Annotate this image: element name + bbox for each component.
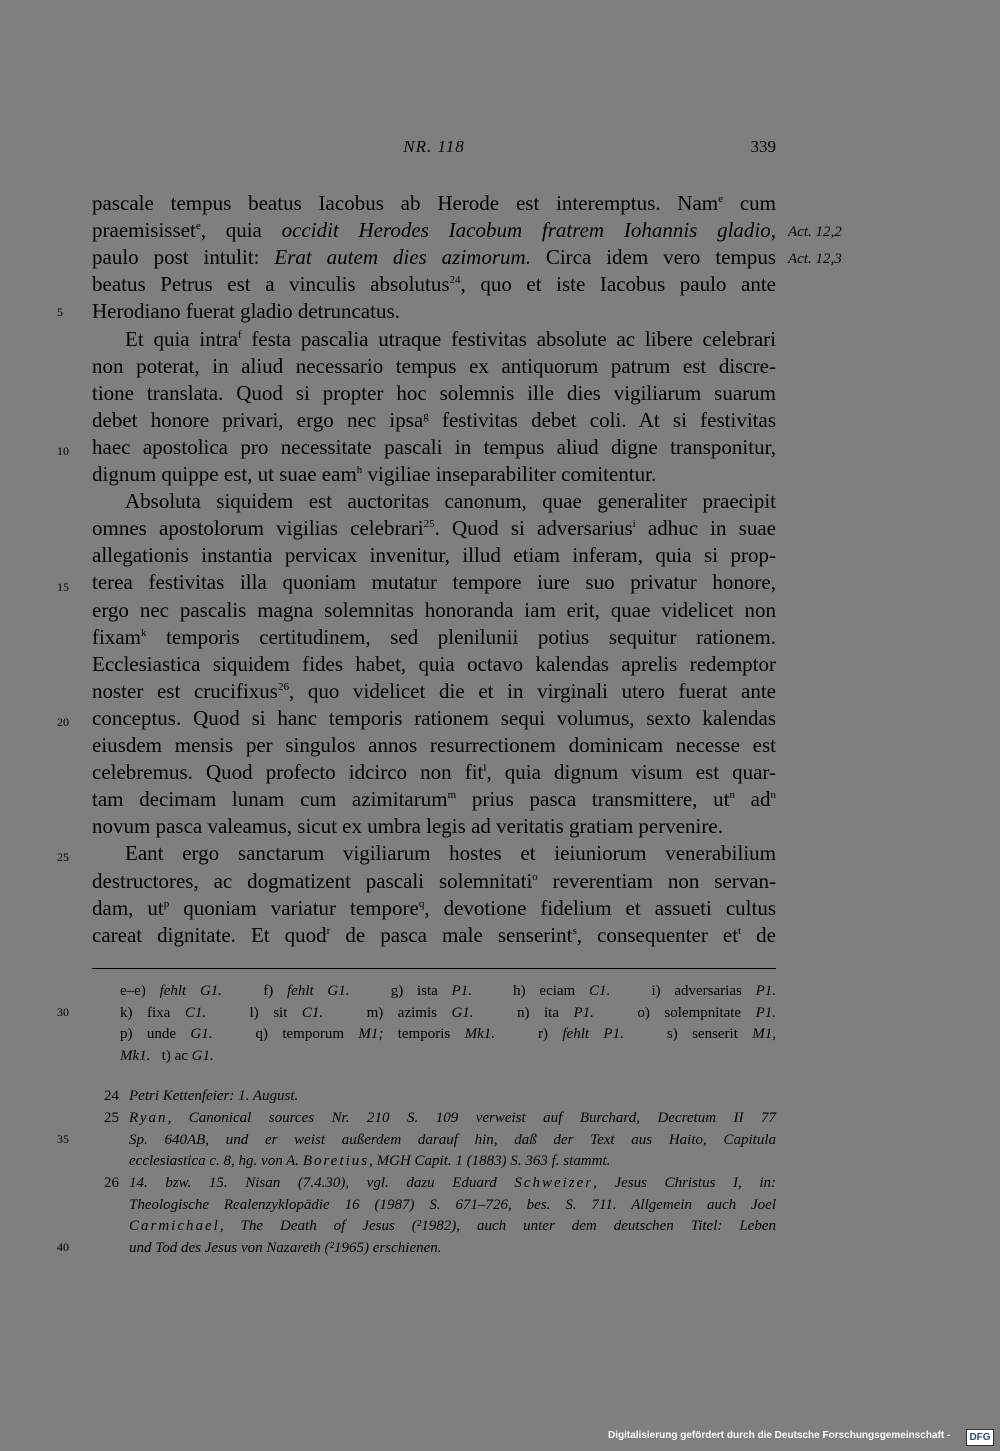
footnote-line: Sp. 640AB, und er weist außerdem darauf hin, daß der Text aus Haito, Capitula [129,1131,776,1148]
running-head [92,137,776,161]
footnote-line: und Tod des Jesus von Nazareth (²1965) erschienen. [129,1240,442,1257]
line-number: 35 [57,1132,69,1146]
footnote-line: Carmichael, The Death of Jesus (²1982), auch unter dem deutschen Titel: Leben [129,1218,776,1235]
footer-credit: Digitalisierung gefördert durch die Deutsche Forschungsgemeinschaft - [608,1430,950,1446]
footnote-line: Theologische Realenzyklopädie 16 (1987) S. 671–726, bes. S. 711. Allgemein auch Joel [129,1196,776,1213]
footnote-number: 25 [104,1110,119,1126]
body-line: haec apostolica pro necessitate pascali in tempus aliud digne transponitur, [92,434,776,459]
body-line: celebremus. Quod profecto idcirco non fit$^l$, quia dignum visum est quar- [92,760,776,785]
body-line: paulo post intulit: Erat autem dies azimorum. Circa idem vero tempus [92,245,776,270]
body-line: ergo nec pascalis magna solemnitas honoranda iam erit, quae videlicet non [92,597,776,622]
body-line: debet honore privari, ergo nec ipsa$^g$ festivitas debet coli. At si festivitas [92,407,777,432]
body-line: fixam$^k$ temporis certitudinem, sed plenilunii potius sequitur rationem. [92,624,776,649]
footnote-line: 24 Petri Kettenfeier: 1. August. [92,1085,776,1107]
margin-reference: Act. 12,2 [788,224,842,240]
body-line: dignum quippe est, ut suae eam$^h$ vigiliae inseparabiliter comitentur. [92,462,657,486]
running-head-title: NR. 118 [403,137,465,156]
body-line: praemisisset$^e$, quia occidit Herodes Iacobum fratrem Iohannis gladio, [92,218,776,243]
footnote-number: 26 [104,1175,119,1191]
body-line: tione translata. Quod si propter hoc solemnis ille dies vigiliarum suarum [92,380,776,405]
body-line: noster est crucifixus$^{26}$, quo videlicet die et in virginali utero fuerat ante [92,678,776,703]
line-number: 40 [57,1240,69,1254]
body-line: terea festivitas illa quoniam mutatur tempore iure suo privatur honore, [92,570,776,595]
footnote-number: 24 [104,1088,119,1104]
apparatus-line: Mk1. t) ac G1. [120,1047,214,1064]
body-line: tam decimam lunam cum azimitarum$^m$ prius pasca transmittere, $ut^n$ $ad^n$ [92,787,776,812]
body-line: Et quia intra$^f$ festa pascalia utraque festivitas absolute ac libere celebrari [125,326,776,351]
footnote-line: ecclesiastica c. 8, hg. von A. Boretius, MGH Capit. 1 (1883) S. 363 f. stammt. [129,1153,611,1170]
body-line: pascale tempus beatus Iacobus ab Herode est interemptus. Nam$^e$ cum [92,191,777,215]
apparatus-line: e–e) fehlt G1. f) fehlt G1. g) ista P1. h) eciam C1. i) adversarias P1. [120,983,776,999]
body-line: Absoluta siquidem est auctoritas canonum, quae generaliter praecipit [125,489,776,514]
line-number: 5 [57,305,63,319]
body-line: careat dignitate. Et quod$^r$ de pasca male senserint$^s$, consequenter $et^t$ de [92,922,776,947]
line-number: 30 [57,1005,69,1019]
body-line: destructores, ac dogmatizent pascali solemnitati$^o$ reverentiam non servan- [92,868,777,893]
body-line: novum pasca valeamus, sicut ex umbra legis ad veritatis gratiam pervenire. [92,814,723,839]
footnote-line: 25 Ryan, Canonical sources Nr. 210 S. 109 verweist auf Burchard, Decretum II 77 [92,1107,776,1129]
apparatus-line: p) unde G1. q) temporum M1; temporis Mk1. r) fehlt P1. s) senserit M1, [120,1026,776,1042]
line-number: 20 [57,715,69,729]
margin-reference: Act. 12,3 [788,251,842,267]
body-line: eiusdem mensis per singulos annos resurrectionem dominicam necesse est [92,733,776,757]
footnote-rule [92,968,776,969]
body-line: dam, $ut^p$ quoniam variatur tempore$^q$, devotione fidelium et assueti cultus [92,895,777,920]
body-line: allegationis instantia pervicax invenitur, illud etiam inferam, quia si prop- [92,543,776,568]
dfg-logo: DFG [966,1429,994,1446]
apparatus-line: k) fixa C1. l) sit C1. m) azimis G1. n) ita P1. o) solempnitate P1. [120,1004,776,1021]
body-line: Ecclesiastica siquidem fides habet, quia octavo kalendas aprelis redemptor [92,651,776,676]
body-line: omnes apostolorum vigilias celebrari$^{25}$. Quod si adversarius$^i$ adhuc in suae [92,516,776,541]
footnote-line: 26 14. bzw. 15. Nisan (7.4.30), vgl. dazu Eduard Schweizer, Jesus Christus I, in: [92,1172,776,1194]
body-line: beatus Petrus est a vinculis absolutus$^{24}$, quo et iste Iacobus paulo ante [92,272,776,297]
body-line: Eant ergo sanctarum vigiliarum hostes et ieiuniorum venerabilium [125,841,776,866]
line-number: 15 [57,580,69,594]
body-line: non poterat, in aliud necessario tempus ex antiquorum patrum est discre- [92,353,776,378]
page-number: 339 [750,137,776,156]
body-line: conceptus. Quod si hanc temporis rationem sequi volumus, sexto kalendas [92,705,776,730]
line-number: 10 [57,444,69,458]
line-number: 25 [57,850,69,864]
body-line: Herodiano fuerat gladio detruncatus. [92,299,400,324]
